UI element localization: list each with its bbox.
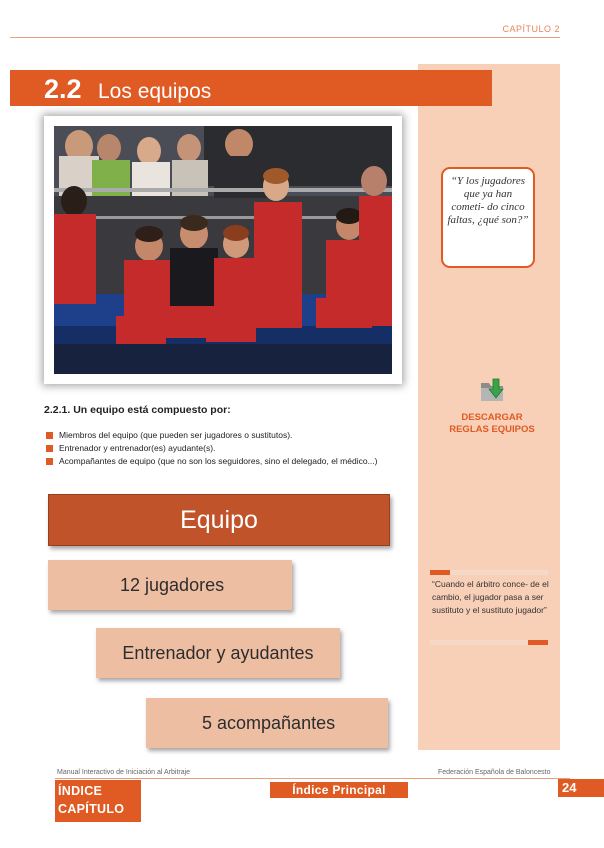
chapter-index-line2: CAPÍTULO bbox=[58, 802, 125, 816]
bullet-list bbox=[46, 430, 377, 469]
footer-manual-title: Manual Interactivo de Iniciación al Arbitraje bbox=[57, 769, 191, 776]
note-bottom-rule bbox=[430, 640, 548, 645]
chapter-label: CAPÍTULO 2 bbox=[502, 24, 560, 34]
diagram-box-companions: 5 acompañantes bbox=[146, 698, 388, 748]
diagram-box-coaches: Entrenador y ayudantes bbox=[96, 628, 340, 678]
team-bench-photo bbox=[54, 126, 392, 374]
footer-federation: Federación Española de Baloncesto bbox=[438, 769, 551, 776]
download-label-line2: REGLAS EQUIPOS bbox=[449, 424, 535, 435]
download-label-line1: DESCARGAR bbox=[461, 412, 523, 423]
top-divider bbox=[10, 37, 560, 38]
page-number: 24 bbox=[558, 779, 604, 797]
subsection-heading: 2.2.1. Un equipo está compuesto por: bbox=[44, 404, 231, 416]
diagram-box-players: 12 jugadores bbox=[48, 560, 292, 610]
chapter-index-button[interactable] bbox=[55, 780, 141, 822]
note-top-rule bbox=[430, 570, 548, 575]
download-icon[interactable] bbox=[479, 377, 505, 405]
chapter-index-line1: ÍNDICE bbox=[58, 784, 103, 798]
download-rules-link[interactable] bbox=[430, 412, 554, 436]
section-title: Los equipos bbox=[98, 80, 212, 103]
section-number: 2.2 bbox=[44, 74, 82, 104]
photo-frame bbox=[44, 116, 402, 384]
title-bar bbox=[10, 70, 492, 106]
sidebar-note: “Cuando el árbitro conce- de el cambio, el jugador pasa a ser sustituto y el sustituto jugador” bbox=[432, 579, 549, 615]
diagram-main-box: Equipo bbox=[48, 494, 390, 546]
list-item: Acompañantes de equipo (que no son los seguidores, sino el delegado, el médico...) bbox=[46, 456, 377, 469]
main-index-button[interactable]: Índice Principal bbox=[270, 782, 408, 798]
list-item: Entrenador y entrenador(es) ayudante(s). bbox=[46, 443, 377, 456]
sidebar-quote: “Y los jugadores que ya han cometi- do cinco faltas, ¿qué son?” bbox=[441, 167, 535, 268]
list-item: Miembros del equipo (que pueden ser jugadores o sustitutos). bbox=[46, 430, 377, 443]
footer-divider bbox=[55, 778, 570, 779]
